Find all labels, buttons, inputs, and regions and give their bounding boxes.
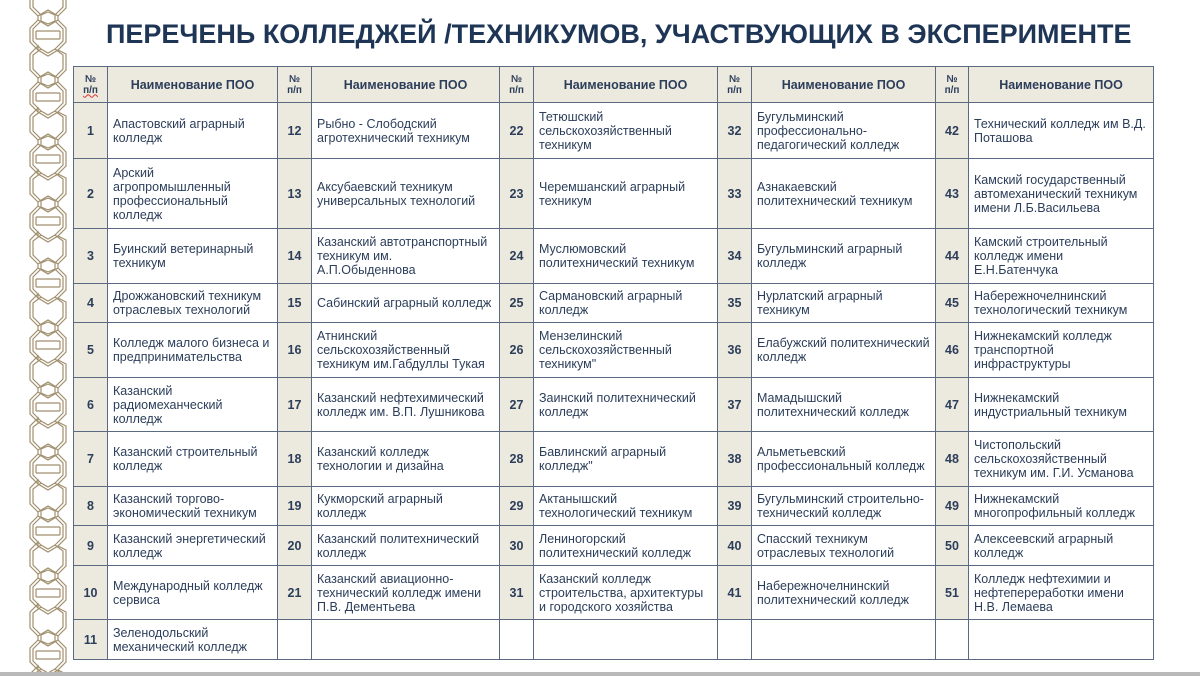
table-row: [74, 620, 1154, 660]
row-number-cell: 22: [500, 103, 534, 159]
row-number-cell: 50: [936, 526, 969, 566]
college-name-cell: Колледж малого бизнеса и предпринимательства: [108, 323, 278, 378]
row-number-cell: 44: [936, 229, 969, 284]
college-name-cell: Технический колледж им В.Д. Поташова: [969, 103, 1154, 159]
college-name-cell: Камский государственный автомеханический техникум имени Л.Б.Васильева: [969, 159, 1154, 229]
college-name-cell: Сабинский аграрный колледж: [312, 284, 500, 323]
row-number-cell: 16: [278, 323, 312, 378]
row-number-cell: 29: [500, 487, 534, 526]
row-number-cell: 25: [500, 284, 534, 323]
header-name-col-2: Наименование ПОО: [312, 67, 500, 103]
college-name-cell: Казанский автотранспортный техникум им. А.П.Обыденнова: [312, 229, 500, 284]
college-name-cell: Мензелинский сельскохозяйственный техникум": [534, 323, 718, 378]
college-name-cell: Лениногорский политехнический колледж: [534, 526, 718, 566]
row-number-cell: 4: [74, 284, 108, 323]
row-number-cell: [278, 620, 312, 660]
header-name-col-4: Наименование ПОО: [752, 67, 936, 103]
college-name-cell: Актанышский технологический техникум: [534, 487, 718, 526]
row-number-cell: 43: [936, 159, 969, 229]
college-name-cell: Рыбно - Слободский агротехнический техникум: [312, 103, 500, 159]
row-number-cell: 9: [74, 526, 108, 566]
number-sub-label: п/п: [727, 84, 742, 96]
college-name-cell: Нижнекамский колледж транспортной инфраструктуры: [969, 323, 1154, 378]
college-name-cell: Бугульминский профессионально-педагогический колледж: [752, 103, 936, 159]
college-name-cell: Дрожжановский техникум отраслевых технологий: [108, 284, 278, 323]
row-number-cell: 13: [278, 159, 312, 229]
row-number-cell: 24: [500, 229, 534, 284]
college-name-cell: Елабужский политехнический колледж: [752, 323, 936, 378]
row-number-cell: 37: [718, 378, 752, 432]
row-number-cell: 10: [74, 566, 108, 620]
row-number-cell: 45: [936, 284, 969, 323]
row-number-cell: 49: [936, 487, 969, 526]
row-number-cell: [936, 620, 969, 660]
table-row: [74, 432, 1154, 487]
row-number-cell: 3: [74, 229, 108, 284]
college-name-cell: Казанский колледж строительства, архитектуры и городского хозяйства: [534, 566, 718, 620]
number-sign: №: [84, 73, 97, 85]
number-sub-label: п/п: [287, 84, 302, 96]
row-number-cell: 20: [278, 526, 312, 566]
number-sub-label: п/п: [83, 84, 98, 96]
table-row: [74, 229, 1154, 284]
college-name-cell: Казанский радиомеханческий колледж: [108, 378, 278, 432]
row-number-cell: 14: [278, 229, 312, 284]
page-title: ПЕРЕЧЕНЬ КОЛЛЕДЖЕЙ /ТЕХНИКУМОВ, УЧАСТВУЮЩИХ В ЭКСПЕРИМЕНТЕ: [106, 19, 1132, 49]
table-header-row: [74, 67, 1154, 103]
college-name-cell: Казанский нефтехимический колледж им. В.П. Лушникова: [312, 378, 500, 432]
row-number-cell: 40: [718, 526, 752, 566]
college-name-cell: Международный колледж сервиса: [108, 566, 278, 620]
college-name-cell: Альметьевский профессиональный колледж: [752, 432, 936, 487]
number-sign: №: [288, 73, 301, 85]
row-number-cell: 27: [500, 378, 534, 432]
college-name-cell: [312, 620, 500, 660]
row-number-cell: 8: [74, 487, 108, 526]
table-row: [74, 566, 1154, 620]
header-number-col-4: [718, 67, 752, 103]
college-name-cell: Кукморский аграрный колледж: [312, 487, 500, 526]
row-number-cell: 48: [936, 432, 969, 487]
number-sign: №: [510, 73, 523, 85]
row-number-cell: 7: [74, 432, 108, 487]
college-name-cell: Муслюмовский политехнический техникум: [534, 229, 718, 284]
header-number-col-3: [500, 67, 534, 103]
row-number-cell: 47: [936, 378, 969, 432]
row-number-cell: 15: [278, 284, 312, 323]
row-number-cell: 38: [718, 432, 752, 487]
college-name-cell: Мамадышский политехнический колледж: [752, 378, 936, 432]
college-name-cell: Казанский энергетический колледж: [108, 526, 278, 566]
row-number-cell: 5: [74, 323, 108, 378]
row-number-cell: 2: [74, 159, 108, 229]
number-sign: №: [946, 73, 958, 85]
table-row: [74, 159, 1154, 229]
college-name-cell: Спасский техникум отраслевых технологий: [752, 526, 936, 566]
table-row: [74, 323, 1154, 378]
college-name-cell: Атнинский сельскохозяйственный техникум им.Габдуллы Тукая: [312, 323, 500, 378]
college-name-cell: Сармановский аграрный колледж: [534, 284, 718, 323]
college-name-cell: Набережночелнинский политехнический колледж: [752, 566, 936, 620]
row-number-cell: 42: [936, 103, 969, 159]
colleges-table: [73, 66, 1154, 660]
college-name-cell: Набережночелнинский технологический техникум: [969, 284, 1154, 323]
row-number-cell: 17: [278, 378, 312, 432]
row-number-cell: 36: [718, 323, 752, 378]
table-row: [74, 378, 1154, 432]
college-name-cell: Апастовский аграрный колледж: [108, 103, 278, 159]
table-row: [74, 487, 1154, 526]
college-name-cell: Алексеевский аграрный колледж: [969, 526, 1154, 566]
row-number-cell: 1: [74, 103, 108, 159]
row-number-cell: 11: [74, 620, 108, 660]
row-number-cell: 30: [500, 526, 534, 566]
college-name-cell: Казанский строительный колледж: [108, 432, 278, 487]
college-name-cell: Казанский колледж технологии и дизайна: [312, 432, 500, 487]
college-name-cell: Нурлатский аграрный техникум: [752, 284, 936, 323]
header-name-col-3: Наименование ПОО: [534, 67, 718, 103]
header-number-col-2: [278, 67, 312, 103]
row-number-cell: 31: [500, 566, 534, 620]
number-sub-label: п/п: [944, 84, 960, 96]
college-name-cell: Арский агропромышленный профессиональный колледж: [108, 159, 278, 229]
college-name-cell: [752, 620, 936, 660]
college-name-cell: Тетюшский сельскохозяйственный техникум: [534, 103, 718, 159]
row-number-cell: 19: [278, 487, 312, 526]
row-number-cell: 6: [74, 378, 108, 432]
row-number-cell: 28: [500, 432, 534, 487]
row-number-cell: 46: [936, 323, 969, 378]
header-number-col-1: [74, 67, 108, 103]
college-name-cell: Буинский ветеринарный техникум: [108, 229, 278, 284]
college-name-cell: Черемшанский аграрный техникум: [534, 159, 718, 229]
row-number-cell: 21: [278, 566, 312, 620]
row-number-cell: 34: [718, 229, 752, 284]
college-name-cell: Казанский торгово-экономический техникум: [108, 487, 278, 526]
college-name-cell: Нижнекамский индустриальный техникум: [969, 378, 1154, 432]
college-name-cell: Нижнекамский многопрофильный колледж: [969, 487, 1154, 526]
row-number-cell: [500, 620, 534, 660]
table-row: [74, 103, 1154, 159]
table-row: [74, 526, 1154, 566]
decorative-ornament-border: [26, 0, 70, 676]
table-row: [74, 284, 1154, 323]
row-number-cell: 51: [936, 566, 969, 620]
row-number-cell: 32: [718, 103, 752, 159]
college-name-cell: Камский строительный колледж имени Е.Н.Батенчука: [969, 229, 1154, 284]
college-name-cell: Бугульминский строительно-технический колледж: [752, 487, 936, 526]
college-name-cell: Заинский политехнический колледж: [534, 378, 718, 432]
row-number-cell: [718, 620, 752, 660]
college-name-cell: Бавлинский аграрный колледж": [534, 432, 718, 487]
college-name-cell: [534, 620, 718, 660]
header-name-col-1: Наименование ПОО: [108, 67, 278, 103]
row-number-cell: 18: [278, 432, 312, 487]
row-number-cell: 26: [500, 323, 534, 378]
number-sub-label: п/п: [509, 84, 524, 96]
college-name-cell: Казанский авиационно-технический колледж имени П.В. Дементьева: [312, 566, 500, 620]
row-number-cell: 23: [500, 159, 534, 229]
row-number-cell: 39: [718, 487, 752, 526]
row-number-cell: 12: [278, 103, 312, 159]
college-name-cell: Колледж нефтехимии и нефтепереработки имени Н.В. Лемаева: [969, 566, 1154, 620]
row-number-cell: 41: [718, 566, 752, 620]
college-name-cell: Казанский политехнический колледж: [312, 526, 500, 566]
number-sign: №: [728, 73, 741, 85]
college-name-cell: Азнакаевский политехнический техникум: [752, 159, 936, 229]
row-number-cell: 33: [718, 159, 752, 229]
college-name-cell: [969, 620, 1154, 660]
college-name-cell: Аксубаевский техникум универсальных технологий: [312, 159, 500, 229]
header-name-col-5: Наименование ПОО: [969, 67, 1154, 103]
college-name-cell: Чистопольский сельскохозяйственный техникум им. Г.И. Усманова: [969, 432, 1154, 487]
row-number-cell: 35: [718, 284, 752, 323]
header-number-col-5: [936, 67, 969, 103]
slide-bottom-edge: [0, 672, 1200, 676]
college-name-cell: Бугульминский аграрный колледж: [752, 229, 936, 284]
college-name-cell: Зеленодольский механический колледж: [108, 620, 278, 660]
